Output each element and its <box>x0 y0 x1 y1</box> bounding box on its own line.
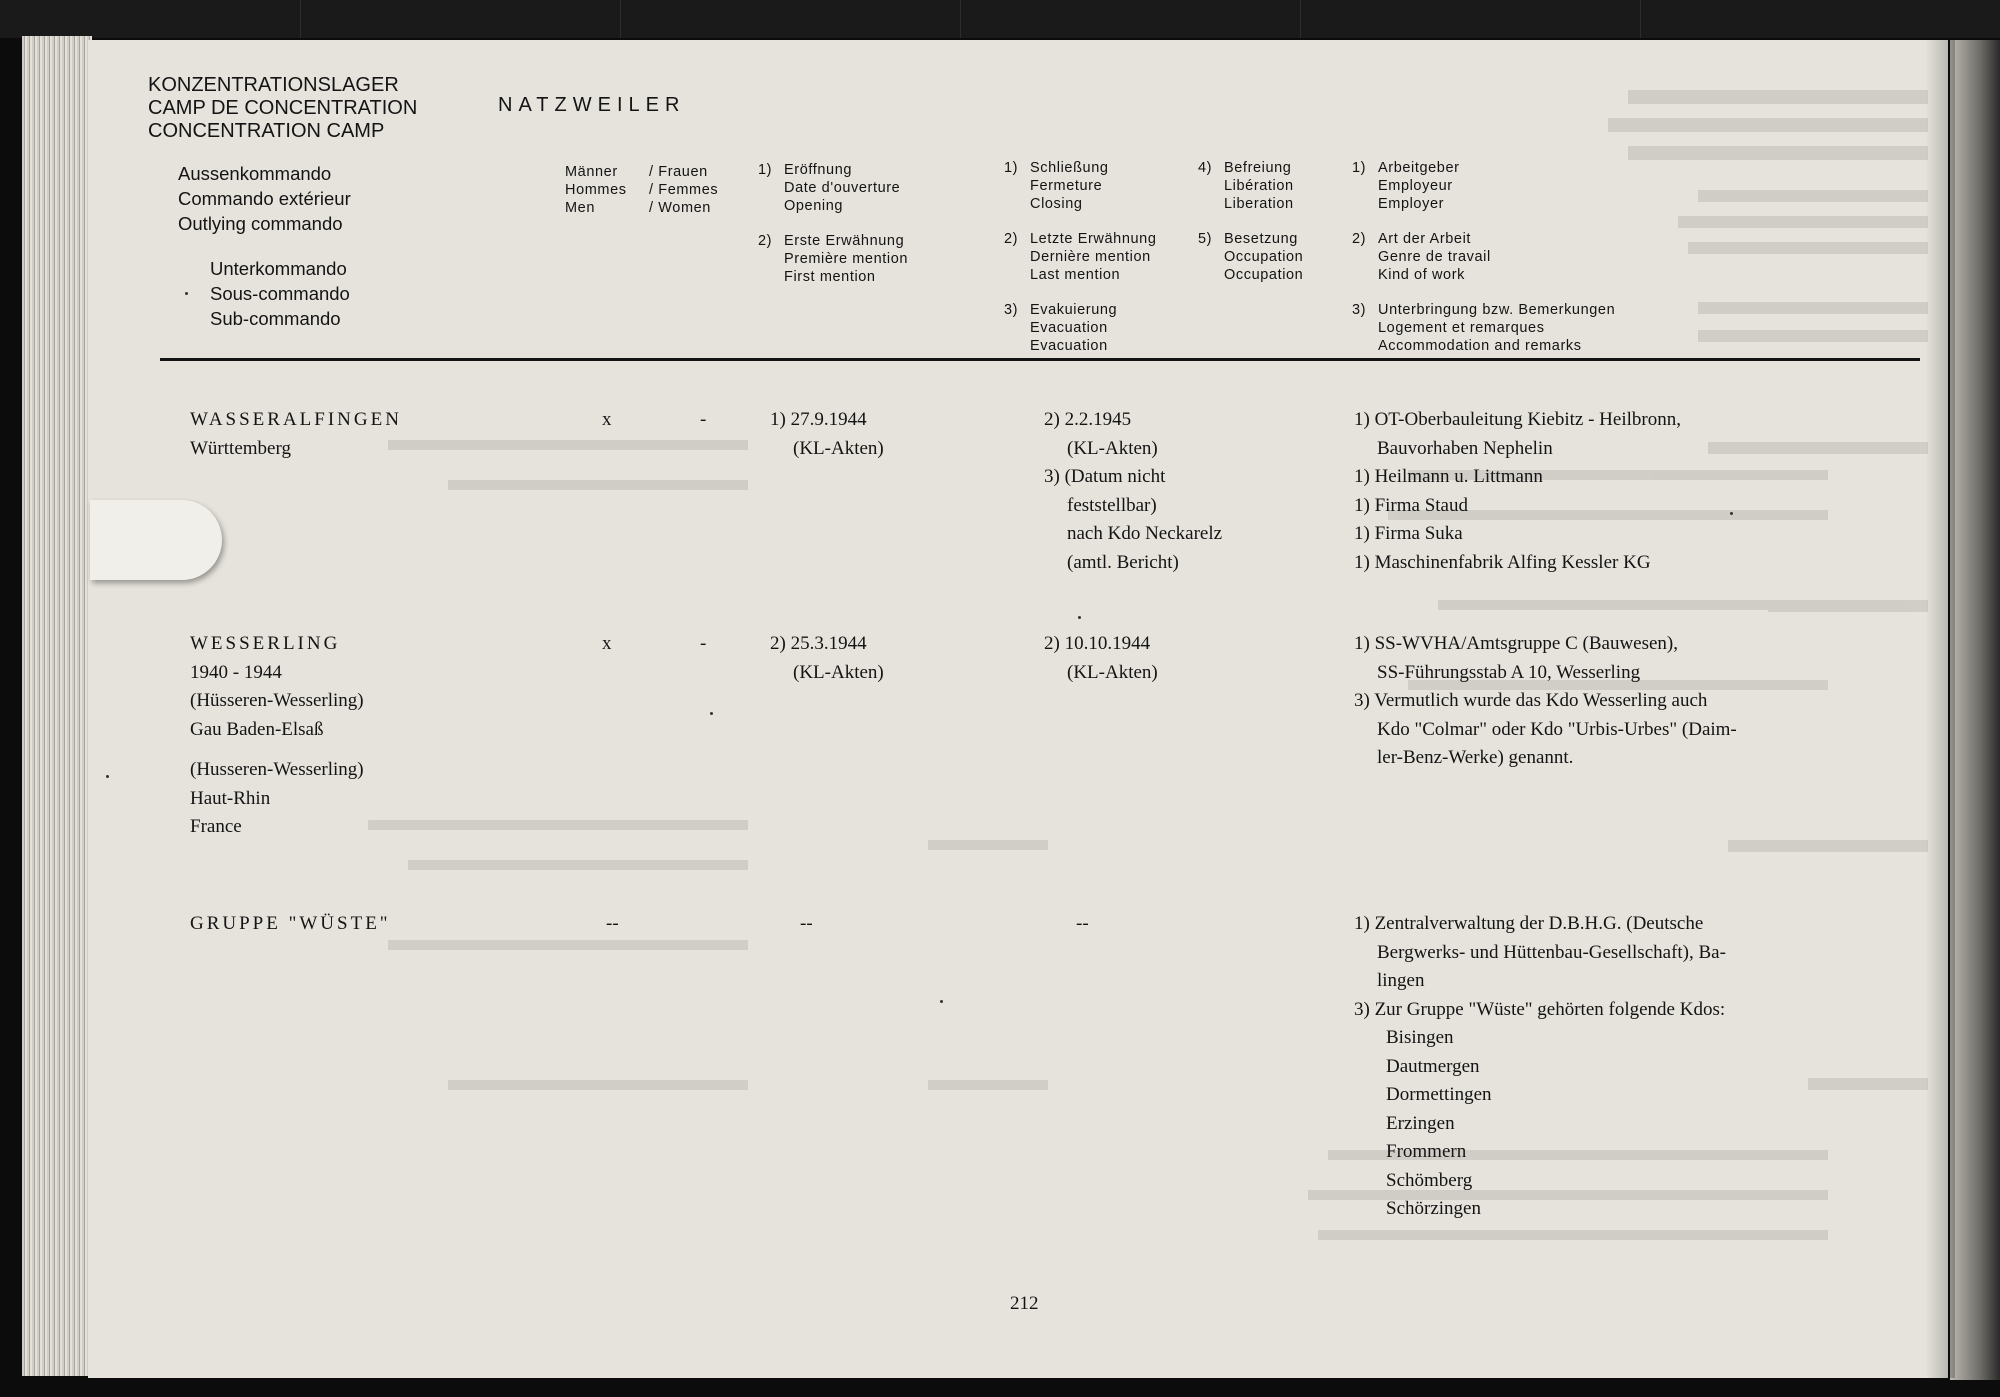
entry-gruppe-wueste-opening: -- <box>800 913 813 934</box>
aussenkommando-en: Outlying commando <box>178 213 343 234</box>
header-title-de: KONZENTRATIONSLAGER <box>148 74 399 96</box>
header-title-en: CONCENTRATION CAMP <box>148 120 385 142</box>
header-divider-rule <box>160 358 1920 361</box>
entry-wesserling-men: x <box>602 633 612 654</box>
entry-wasseralfingen-closing: 2) 2.2.1945 (KL-Akten) 3) (Datum nicht feststellbar) nach Kdo Neckarelz (amtl. Bericht) <box>1044 409 1223 573</box>
list-item: Bisingen <box>1386 1027 1454 1048</box>
column-opening-header: 1) Eröffnung Date d'ouverture Opening 2) Erste Erwähnung Première mention First mention <box>758 162 909 285</box>
entry-wasseralfingen-remarks: 1) OT-Oberbauleitung Kiebitz - Heilbronn, Bauvorhaben Nephelin 1) Heilmann u. Littmann 1) Firma Staud 1) Firma Suka 1) Maschinenfabrik Alfing Kessler KG <box>1354 409 1681 573</box>
unterkommando-en: Sub-commando <box>210 308 341 329</box>
scan-speck <box>106 775 109 778</box>
list-item: Dautmergen <box>1386 1055 1480 1077</box>
entry-wasseralfingen-location: WASSERALFINGEN Württemberg <box>190 406 402 463</box>
scan-speck <box>940 1000 943 1003</box>
entry-gruppe-wueste-remarks: 1) Zentralverwaltung der D.B.H.G. (Deutsche Bergwerks- und Hüttenbau-Gesellschaft), Ba- lingen 3) Zur Gruppe "Wüste" gehörten folgende Kdos: Bisingen Dautmergen Dormettingen Erzingen Frommern Schömberg Schörzingen <box>1354 910 1726 1224</box>
camp-name: NATZWEILER <box>498 94 686 116</box>
entry-wesserling-closing: 2) 10.10.1944 (KL-Akten) <box>1044 633 1158 683</box>
entry-wesserling-location: WESSERLING 1940 - 1944 (Hüsseren-Wesserling) Gau Baden-Elsaß (Husseren-Wesserling) Haut-Rhin France <box>190 630 364 842</box>
entry-name: WASSERALFINGEN <box>190 409 402 430</box>
entry-gruppe-wueste-gender: -- <box>606 913 619 934</box>
entry-wesserling-women: - <box>700 633 707 654</box>
unterkommando-fr: Sous-commando <box>210 283 350 304</box>
entry-wasseralfingen-opening: 1) 27.9.1944 (KL-Akten) <box>770 409 884 459</box>
entry-gruppe-wueste-closing: -- <box>1076 913 1089 934</box>
header-title-fr: CAMP DE CONCENTRATION <box>148 97 418 119</box>
entry-wasseralfingen-women: - <box>700 409 707 430</box>
entry-name: WESSERLING <box>190 633 341 654</box>
scan-speck <box>185 292 188 295</box>
aussenkommando-fr: Commando extérieur <box>178 188 351 209</box>
scan-speck <box>1730 512 1733 515</box>
entry-wesserling-opening: 2) 25.3.1944 (KL-Akten) <box>770 633 884 683</box>
entry-gruppe-wueste-name: GRUPPE "WÜSTE" <box>190 913 391 934</box>
aussenkommando-labels <box>178 161 351 236</box>
scan-speck <box>710 712 713 715</box>
scan-speck <box>1078 616 1081 619</box>
unterkommando-de: Unterkommando <box>210 258 347 279</box>
page-number: 212 <box>1010 1293 1039 1314</box>
entry-wesserling-remarks: 1) SS-WVHA/Amtsgruppe C (Bauwesen), SS-Führungsstab A 10, Wesserling 3) Vermutlich wurde das Kdo Wesserling auch Kdo "Colmar" oder Kdo "Urbis-Urbes" (Daim- ler-Benz-Werke) genannt. <box>1354 633 1737 768</box>
entry-wasseralfingen-men: x <box>602 409 612 430</box>
list-item: Erzingen <box>1386 1112 1455 1134</box>
list-item: Schömberg <box>1386 1169 1473 1191</box>
aussenkommando-de: Aussenkommando <box>178 163 332 184</box>
column-gender-header: Männer / Frauen Hommes / Femmes Men / Women <box>565 164 719 216</box>
column-liberation-header: 4) Befreiung Libération Liberation 5) Besetzung Occupation Occupation <box>1198 160 1304 283</box>
column-employer-header: 1) Arbeitgeber Employeur Employer 2) Art der Arbeit Genre de travail Kind of work 3) Unterbringung bzw. Bemerkungen Logement et remarques Accommodation and remarks <box>1352 160 1616 354</box>
list-item: Frommern <box>1386 1141 1467 1162</box>
unterkommando-labels <box>210 256 350 331</box>
list-item: Schörzingen <box>1386 1198 1481 1219</box>
column-closing-header: 1) Schließung Fermeture Closing 2) Letzte Erwähnung Dernière mention Last mention 3) Evakuierung Evacuation Evacuation <box>1004 160 1157 354</box>
list-item: Dormettingen <box>1386 1084 1492 1105</box>
